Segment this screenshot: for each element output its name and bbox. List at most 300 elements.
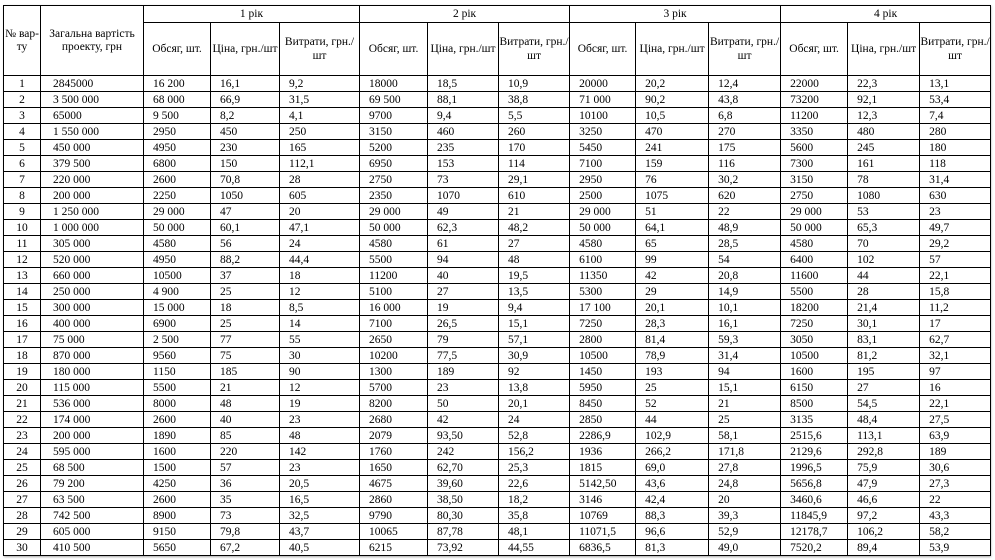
table-cell: 10,9 bbox=[499, 76, 570, 92]
table-cell: 18200 bbox=[781, 300, 848, 316]
table-cell: 6836,5 bbox=[570, 540, 636, 556]
table-cell: 230 bbox=[211, 140, 280, 156]
table-cell: 16 200 bbox=[144, 76, 211, 92]
table-cell: 12,3 bbox=[848, 108, 920, 124]
table-cell: 5500 bbox=[781, 284, 848, 300]
table-cell: 8,5 bbox=[280, 300, 360, 316]
table-row bbox=[4, 476, 991, 492]
table-cell: 6100 bbox=[570, 252, 636, 268]
table-cell: 89,4 bbox=[848, 540, 920, 556]
table-cell: 88,3 bbox=[636, 508, 709, 524]
table-cell: 27,8 bbox=[709, 460, 781, 476]
table-cell: 70 bbox=[848, 236, 920, 252]
table-cell: 189 bbox=[428, 364, 499, 380]
table-cell: 266,2 bbox=[636, 444, 709, 460]
table-cell: 63,9 bbox=[920, 428, 991, 444]
table-cell: 1075 bbox=[636, 188, 709, 204]
table-row bbox=[4, 236, 991, 252]
table-cell: 8,2 bbox=[211, 108, 280, 124]
row-number-cell: 30 bbox=[4, 540, 41, 556]
table-cell: 6150 bbox=[781, 380, 848, 396]
table-cell: 470 bbox=[636, 124, 709, 140]
row-number-cell: 2 bbox=[4, 92, 41, 108]
table-cell: 1 000 000 bbox=[41, 220, 144, 236]
table-cell: 7250 bbox=[781, 316, 848, 332]
table-cell: 2845000 bbox=[41, 76, 144, 92]
table-cell: 115 000 bbox=[41, 380, 144, 396]
table-cell: 1600 bbox=[144, 444, 211, 460]
table-cell: 3250 bbox=[570, 124, 636, 140]
table-cell: 40 bbox=[428, 268, 499, 284]
table-cell: 870 000 bbox=[41, 348, 144, 364]
table-cell: 1300 bbox=[360, 364, 428, 380]
table-cell: 1650 bbox=[360, 460, 428, 476]
table-cell: 2129,6 bbox=[781, 444, 848, 460]
table-row bbox=[4, 316, 991, 332]
table-cell: 2750 bbox=[360, 172, 428, 188]
table-cell: 99 bbox=[636, 252, 709, 268]
table-cell: 13,1 bbox=[920, 76, 991, 92]
table-cell: 5656,8 bbox=[781, 476, 848, 492]
table-row bbox=[4, 268, 991, 284]
table-cell: 245 bbox=[848, 140, 920, 156]
table-cell: 29 000 bbox=[570, 204, 636, 220]
table-cell: 43,6 bbox=[636, 476, 709, 492]
table-cell: 48 bbox=[499, 252, 570, 268]
table-cell: 185 bbox=[211, 364, 280, 380]
table-cell: 42,4 bbox=[636, 492, 709, 508]
table-cell: 4250 bbox=[144, 476, 211, 492]
table-cell: 30,6 bbox=[920, 460, 991, 476]
table-cell: 118 bbox=[920, 156, 991, 172]
table-cell: 18 bbox=[280, 268, 360, 284]
table-cell: 61 bbox=[428, 236, 499, 252]
table-cell: 400 000 bbox=[41, 316, 144, 332]
table-cell: 44,4 bbox=[280, 252, 360, 268]
table-cell: 1815 bbox=[570, 460, 636, 476]
table-cell: 9700 bbox=[360, 108, 428, 124]
table-cell: 2250 bbox=[144, 188, 211, 204]
table-row bbox=[4, 396, 991, 412]
table-cell: 2286,9 bbox=[570, 428, 636, 444]
table-cell: 536 000 bbox=[41, 396, 144, 412]
row-number-cell: 20 bbox=[4, 380, 41, 396]
table-cell: 19 bbox=[428, 300, 499, 316]
table-cell: 1 550 000 bbox=[41, 124, 144, 140]
table-cell: 1936 bbox=[570, 444, 636, 460]
table-row bbox=[4, 412, 991, 428]
table-cell: 94 bbox=[709, 364, 781, 380]
table-cell: 44 bbox=[848, 268, 920, 284]
table-cell: 16,1 bbox=[211, 76, 280, 92]
row-number-cell: 22 bbox=[4, 412, 41, 428]
table-cell: 62,3 bbox=[428, 220, 499, 236]
table-cell: 20,5 bbox=[280, 476, 360, 492]
row-number-cell: 19 bbox=[4, 364, 41, 380]
table-cell: 3 500 000 bbox=[41, 92, 144, 108]
table-cell: 165 bbox=[280, 140, 360, 156]
table-cell: 242 bbox=[428, 444, 499, 460]
table-cell: 7250 bbox=[570, 316, 636, 332]
table-cell: 10065 bbox=[360, 524, 428, 540]
table-cell: 69 500 bbox=[360, 92, 428, 108]
row-number-cell: 10 bbox=[4, 220, 41, 236]
table-cell: 64,1 bbox=[636, 220, 709, 236]
table-cell: 51 bbox=[636, 204, 709, 220]
table-cell: 5500 bbox=[360, 252, 428, 268]
table-cell: 53 bbox=[848, 204, 920, 220]
row-number-cell: 12 bbox=[4, 252, 41, 268]
header-total-cost bbox=[41, 6, 144, 76]
table-cell: 40 bbox=[211, 412, 280, 428]
table-cell: 20,2 bbox=[636, 76, 709, 92]
table-cell: 12 bbox=[280, 380, 360, 396]
table-cell: 76 bbox=[636, 172, 709, 188]
table-cell: 22,1 bbox=[920, 396, 991, 412]
table-cell: 20 bbox=[709, 492, 781, 508]
table-cell: 292,8 bbox=[848, 444, 920, 460]
table-cell: 660 000 bbox=[41, 268, 144, 284]
table-cell: 5450 bbox=[570, 140, 636, 156]
row-number-cell: 29 bbox=[4, 524, 41, 540]
table-cell: 1150 bbox=[144, 364, 211, 380]
table-cell: 31,4 bbox=[709, 348, 781, 364]
table-cell: 77,5 bbox=[428, 348, 499, 364]
table-cell: 161 bbox=[848, 156, 920, 172]
table-cell: 620 bbox=[709, 188, 781, 204]
table-cell: 1600 bbox=[781, 364, 848, 380]
table-cell: 92 bbox=[499, 364, 570, 380]
table-cell: 9 500 bbox=[144, 108, 211, 124]
table-cell: 17 bbox=[920, 316, 991, 332]
table-cell: 21,4 bbox=[848, 300, 920, 316]
table-cell: 22,6 bbox=[499, 476, 570, 492]
table-cell: 11200 bbox=[781, 108, 848, 124]
table-cell: 50 000 bbox=[781, 220, 848, 236]
table-cell: 2650 bbox=[360, 332, 428, 348]
table-cell: 21 bbox=[709, 396, 781, 412]
table-cell: 57,1 bbox=[499, 332, 570, 348]
table-cell: 73 bbox=[211, 508, 280, 524]
table-body bbox=[4, 76, 991, 556]
table-cell: 93,50 bbox=[428, 428, 499, 444]
table-cell: 28,3 bbox=[636, 316, 709, 332]
table-cell: 21 bbox=[499, 204, 570, 220]
table-cell: 10500 bbox=[781, 348, 848, 364]
table-cell: 10,1 bbox=[709, 300, 781, 316]
table-cell: 150 bbox=[211, 156, 280, 172]
table-cell: 6950 bbox=[360, 156, 428, 172]
table-cell: 3150 bbox=[360, 124, 428, 140]
table-cell: 28 bbox=[848, 284, 920, 300]
table-cell: 7100 bbox=[570, 156, 636, 172]
table-cell: 520 000 bbox=[41, 252, 144, 268]
table-cell: 20,1 bbox=[499, 396, 570, 412]
table-cell: 24,8 bbox=[709, 476, 781, 492]
table-cell: 35,8 bbox=[499, 508, 570, 524]
table-cell: 1 250 000 bbox=[41, 204, 144, 220]
table-cell: 28,5 bbox=[709, 236, 781, 252]
row-number-cell: 13 bbox=[4, 268, 41, 284]
table-cell: 9,2 bbox=[280, 76, 360, 92]
table-cell: 16,5 bbox=[280, 492, 360, 508]
table-cell: 2860 bbox=[360, 492, 428, 508]
table-cell: 63 500 bbox=[41, 492, 144, 508]
table-cell: 9150 bbox=[144, 524, 211, 540]
header-cost-y4: Витрати, грн./шт bbox=[920, 23, 991, 76]
row-number-cell: 5 bbox=[4, 140, 41, 156]
table-cell: 22000 bbox=[781, 76, 848, 92]
table-row bbox=[4, 252, 991, 268]
table-cell: 53,9 bbox=[920, 540, 991, 556]
table-cell: 38,50 bbox=[428, 492, 499, 508]
table-cell: 29 bbox=[636, 284, 709, 300]
table-cell: 36 bbox=[211, 476, 280, 492]
table-cell: 37 bbox=[211, 268, 280, 284]
table-cell: 20,1 bbox=[636, 300, 709, 316]
table-cell: 22 bbox=[920, 492, 991, 508]
table-cell: 97 bbox=[920, 364, 991, 380]
table-cell: 94 bbox=[428, 252, 499, 268]
table-cell: 5650 bbox=[144, 540, 211, 556]
table-cell: 25 bbox=[211, 284, 280, 300]
table-cell: 12,4 bbox=[709, 76, 781, 92]
table-cell: 142 bbox=[280, 444, 360, 460]
table-cell: 605 000 bbox=[41, 524, 144, 540]
table-cell: 14,9 bbox=[709, 284, 781, 300]
table-cell: 23 bbox=[280, 412, 360, 428]
table-cell: 200 000 bbox=[41, 188, 144, 204]
table-cell: 379 500 bbox=[41, 156, 144, 172]
table-cell: 49,7 bbox=[920, 220, 991, 236]
table-row bbox=[4, 92, 991, 108]
table-cell: 195 bbox=[848, 364, 920, 380]
table-cell: 7,4 bbox=[920, 108, 991, 124]
table-cell: 57 bbox=[211, 460, 280, 476]
table-cell: 29 000 bbox=[360, 204, 428, 220]
table-cell: 31,4 bbox=[920, 172, 991, 188]
table-cell: 17 100 bbox=[570, 300, 636, 316]
table-cell: 57 bbox=[920, 252, 991, 268]
table-row bbox=[4, 380, 991, 396]
table-cell: 1050 bbox=[211, 188, 280, 204]
table-cell: 305 000 bbox=[41, 236, 144, 252]
table-cell: 29 000 bbox=[144, 204, 211, 220]
table-cell: 480 bbox=[848, 124, 920, 140]
table-cell: 3146 bbox=[570, 492, 636, 508]
table-cell: 3350 bbox=[781, 124, 848, 140]
table-cell: 24 bbox=[499, 412, 570, 428]
table-cell: 450 000 bbox=[41, 140, 144, 156]
table-cell: 300 000 bbox=[41, 300, 144, 316]
table-cell: 27 bbox=[499, 236, 570, 252]
table-row bbox=[4, 524, 991, 540]
table-cell: 10,5 bbox=[636, 108, 709, 124]
row-number-cell: 15 bbox=[4, 300, 41, 316]
table-cell: 2600 bbox=[144, 412, 211, 428]
table-cell: 52,8 bbox=[499, 428, 570, 444]
table-cell: 22,1 bbox=[920, 268, 991, 284]
table-cell: 39,3 bbox=[709, 508, 781, 524]
header-price-y4: Ціна, грн./шт bbox=[848, 23, 920, 76]
table-cell: 15,8 bbox=[920, 284, 991, 300]
table-cell: 4580 bbox=[781, 236, 848, 252]
table-cell: 7100 bbox=[360, 316, 428, 332]
table-cell: 47,1 bbox=[280, 220, 360, 236]
table-cell: 16,1 bbox=[709, 316, 781, 332]
table-cell: 170 bbox=[499, 140, 570, 156]
table-cell: 16 000 bbox=[360, 300, 428, 316]
table-cell: 7300 bbox=[781, 156, 848, 172]
table-cell: 15 000 bbox=[144, 300, 211, 316]
table-cell: 8000 bbox=[144, 396, 211, 412]
table-cell: 20,8 bbox=[709, 268, 781, 284]
table-cell: 1080 bbox=[848, 188, 920, 204]
table-cell: 180 000 bbox=[41, 364, 144, 380]
table-cell: 6800 bbox=[144, 156, 211, 172]
table-cell: 27,3 bbox=[920, 476, 991, 492]
table-cell: 43,3 bbox=[920, 508, 991, 524]
table-cell: 13,5 bbox=[499, 284, 570, 300]
header-total-text: Загальна вартість проекту, грн bbox=[49, 27, 135, 53]
table-cell: 5300 bbox=[570, 284, 636, 300]
table-cell: 48 bbox=[280, 428, 360, 444]
table-cell: 112,1 bbox=[280, 156, 360, 172]
header-volume-y2: Обсяг, шт. bbox=[360, 23, 428, 76]
table-cell: 5500 bbox=[144, 380, 211, 396]
table-cell: 2079 bbox=[360, 428, 428, 444]
table-cell: 81,4 bbox=[636, 332, 709, 348]
table-cell: 85 bbox=[211, 428, 280, 444]
table-cell: 5,5 bbox=[499, 108, 570, 124]
table-cell: 6900 bbox=[144, 316, 211, 332]
table-cell: 4950 bbox=[144, 252, 211, 268]
table-row bbox=[4, 508, 991, 524]
table-cell: 2950 bbox=[144, 124, 211, 140]
table-cell: 1890 bbox=[144, 428, 211, 444]
table-row bbox=[4, 172, 991, 188]
table-cell: 9560 bbox=[144, 348, 211, 364]
table-cell: 39,60 bbox=[428, 476, 499, 492]
table-row bbox=[4, 364, 991, 380]
table-cell: 6,8 bbox=[709, 108, 781, 124]
table-cell: 11200 bbox=[360, 268, 428, 284]
table-cell: 450 bbox=[211, 124, 280, 140]
row-number-cell: 18 bbox=[4, 348, 41, 364]
table-cell: 67,2 bbox=[211, 540, 280, 556]
table-cell: 102 bbox=[848, 252, 920, 268]
table-row bbox=[4, 204, 991, 220]
table-cell: 66,9 bbox=[211, 92, 280, 108]
table-cell: 113,1 bbox=[848, 428, 920, 444]
table-cell: 18 bbox=[211, 300, 280, 316]
table-cell: 80,30 bbox=[428, 508, 499, 524]
table-cell: 742 500 bbox=[41, 508, 144, 524]
table-cell: 2500 bbox=[570, 188, 636, 204]
table-cell: 2950 bbox=[570, 172, 636, 188]
table-cell: 10200 bbox=[360, 348, 428, 364]
table-row bbox=[4, 140, 991, 156]
table-cell: 30,9 bbox=[499, 348, 570, 364]
table-cell: 595 000 bbox=[41, 444, 144, 460]
project-variants-table bbox=[3, 5, 991, 556]
table-cell: 73,92 bbox=[428, 540, 499, 556]
table-cell: 200 000 bbox=[41, 428, 144, 444]
table-cell: 48,4 bbox=[848, 412, 920, 428]
table-cell: 50 000 bbox=[360, 220, 428, 236]
table-cell: 25 bbox=[636, 380, 709, 396]
table-cell: 25 bbox=[211, 316, 280, 332]
row-number-cell: 7 bbox=[4, 172, 41, 188]
table-cell: 70,8 bbox=[211, 172, 280, 188]
table-cell: 46,6 bbox=[848, 492, 920, 508]
table-cell: 11071,5 bbox=[570, 524, 636, 540]
table-cell: 21 bbox=[211, 380, 280, 396]
table-cell: 280 bbox=[920, 124, 991, 140]
row-number-cell: 25 bbox=[4, 460, 41, 476]
table-cell: 53,4 bbox=[920, 92, 991, 108]
table-cell: 15,1 bbox=[499, 316, 570, 332]
table-row bbox=[4, 124, 991, 140]
row-number-cell: 11 bbox=[4, 236, 41, 252]
table-cell: 24 bbox=[280, 236, 360, 252]
table-cell: 30,2 bbox=[709, 172, 781, 188]
table-row bbox=[4, 156, 991, 172]
table-cell: 7520,2 bbox=[781, 540, 848, 556]
header-num-text: № вар-ту bbox=[5, 27, 39, 53]
row-number-cell: 1 bbox=[4, 76, 41, 92]
table-cell: 23 bbox=[428, 380, 499, 396]
table-row bbox=[4, 348, 991, 364]
data-table-sheet bbox=[3, 5, 990, 556]
table-cell: 77 bbox=[211, 332, 280, 348]
table-cell: 5700 bbox=[360, 380, 428, 396]
table-cell: 460 bbox=[428, 124, 499, 140]
table-cell: 48,2 bbox=[499, 220, 570, 236]
row-number-cell: 16 bbox=[4, 316, 41, 332]
table-cell: 19,5 bbox=[499, 268, 570, 284]
table-cell: 410 500 bbox=[41, 540, 144, 556]
table-cell: 5600 bbox=[781, 140, 848, 156]
table-cell: 73 bbox=[428, 172, 499, 188]
table-cell: 189 bbox=[920, 444, 991, 460]
table-cell: 19 bbox=[280, 396, 360, 412]
table-cell: 1070 bbox=[428, 188, 499, 204]
table-row bbox=[4, 220, 991, 236]
table-cell: 22,3 bbox=[848, 76, 920, 92]
header-cost-y2: Витрати, грн./шт bbox=[499, 23, 570, 76]
table-cell: 6215 bbox=[360, 540, 428, 556]
table-cell: 27 bbox=[848, 380, 920, 396]
table-cell: 30,1 bbox=[848, 316, 920, 332]
table-cell: 10100 bbox=[570, 108, 636, 124]
table-cell: 49 bbox=[428, 204, 499, 220]
table-cell: 3460,6 bbox=[781, 492, 848, 508]
table-cell: 65,3 bbox=[848, 220, 920, 236]
table-row bbox=[4, 460, 991, 476]
table-cell: 11845,9 bbox=[781, 508, 848, 524]
table-cell: 88,2 bbox=[211, 252, 280, 268]
table-cell: 55 bbox=[280, 332, 360, 348]
table-cell: 11,2 bbox=[920, 300, 991, 316]
table-cell: 73200 bbox=[781, 92, 848, 108]
table-cell: 47,9 bbox=[848, 476, 920, 492]
row-number-cell: 21 bbox=[4, 396, 41, 412]
table-cell: 610 bbox=[499, 188, 570, 204]
table-cell: 90 bbox=[280, 364, 360, 380]
table-cell: 48,9 bbox=[709, 220, 781, 236]
header-price-y3: Ціна, грн./шт bbox=[636, 23, 709, 76]
